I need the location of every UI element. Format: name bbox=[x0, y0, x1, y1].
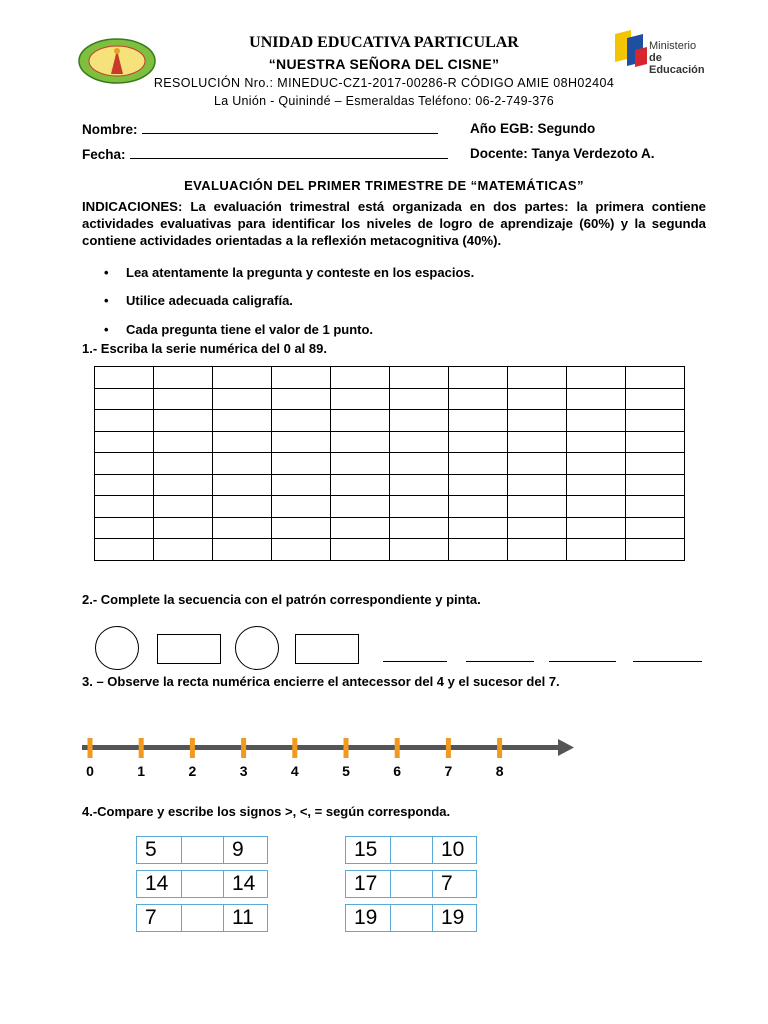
comparison-row bbox=[345, 904, 477, 932]
grid-cell[interactable] bbox=[626, 539, 685, 561]
grid-cell[interactable] bbox=[331, 367, 390, 389]
comparison-row bbox=[136, 870, 268, 898]
bullet-item: • Cada pregunta tiene el valor de 1 punto. bbox=[104, 322, 374, 337]
comparison-number: 5 bbox=[137, 837, 182, 863]
number-line-label: 8 bbox=[495, 763, 504, 779]
number-line-label: 6 bbox=[393, 763, 402, 779]
grid-cell[interactable] bbox=[95, 367, 154, 389]
grid-cell[interactable] bbox=[95, 410, 154, 432]
teacher-value: Tanya Verdezoto A. bbox=[531, 146, 655, 161]
number-line-tick bbox=[88, 738, 93, 758]
pattern-circle bbox=[95, 626, 139, 670]
ministry-text-bold: de Educación bbox=[649, 52, 705, 76]
number-line-tick bbox=[139, 738, 144, 758]
comparison-row bbox=[345, 870, 477, 898]
grid-cell[interactable] bbox=[213, 453, 272, 475]
grid-cell[interactable] bbox=[272, 496, 331, 518]
grid-cell[interactable] bbox=[331, 539, 390, 561]
grid-cell[interactable] bbox=[331, 474, 390, 496]
grid-cell[interactable] bbox=[567, 410, 626, 432]
date-field bbox=[82, 146, 448, 162]
grid-cell[interactable] bbox=[449, 431, 508, 453]
comparison-sign-blank[interactable] bbox=[182, 905, 224, 931]
comparison-sign-blank[interactable] bbox=[182, 837, 224, 863]
number-line-label: 5 bbox=[342, 763, 350, 779]
grid-cell[interactable] bbox=[154, 410, 213, 432]
grid-cell[interactable] bbox=[626, 453, 685, 475]
grid-cell[interactable] bbox=[213, 410, 272, 432]
grid-cell[interactable] bbox=[331, 388, 390, 410]
grid-cell[interactable] bbox=[390, 367, 449, 389]
grid-cell[interactable] bbox=[508, 453, 567, 475]
ministry-logo bbox=[613, 28, 713, 76]
grid-cell[interactable] bbox=[95, 496, 154, 518]
grid-row bbox=[95, 367, 685, 389]
grid-cell[interactable] bbox=[272, 388, 331, 410]
number-line-tick bbox=[190, 738, 195, 758]
grid-cell[interactable] bbox=[331, 410, 390, 432]
grid-cell[interactable] bbox=[626, 431, 685, 453]
comparison-number: 11 bbox=[232, 906, 254, 929]
grid-cell[interactable] bbox=[449, 539, 508, 561]
grade-label: Año EGB: bbox=[470, 121, 534, 136]
grid-cell[interactable] bbox=[95, 517, 154, 539]
comparison-row bbox=[345, 836, 477, 864]
comparison-number: 10 bbox=[441, 838, 465, 861]
resolution-line: RESOLUCIÓN Nro.: MINEDUC-CZ1-2017-00286-R CÓDIGO AMIE 08H02404 bbox=[153, 76, 615, 90]
grid-cell[interactable] bbox=[449, 517, 508, 539]
number-line-label: 1 bbox=[137, 763, 146, 779]
grid-cell[interactable] bbox=[567, 517, 626, 539]
grid-row bbox=[95, 496, 685, 518]
number-line-tick bbox=[241, 738, 246, 758]
address-line: La Unión - Quinindé – Esmeraldas Teléfono: 06-2-749-376 bbox=[213, 94, 555, 108]
comparison-row bbox=[136, 904, 268, 932]
grid-cell[interactable] bbox=[154, 539, 213, 561]
number-line-label: 2 bbox=[188, 763, 197, 779]
pattern-rectangle bbox=[157, 634, 221, 664]
grid-cell[interactable] bbox=[508, 388, 567, 410]
grid-cell[interactable] bbox=[390, 431, 449, 453]
pattern-rectangle bbox=[295, 634, 359, 664]
grid-cell[interactable] bbox=[95, 453, 154, 475]
grid-cell[interactable] bbox=[567, 367, 626, 389]
grid-row bbox=[95, 517, 685, 539]
number-line-label: 0 bbox=[86, 763, 94, 779]
grid-cell[interactable] bbox=[272, 539, 331, 561]
date-blank[interactable] bbox=[130, 146, 448, 159]
grid-cell[interactable] bbox=[626, 388, 685, 410]
grid-cell[interactable] bbox=[390, 410, 449, 432]
grid-row bbox=[95, 388, 685, 410]
grid-cell[interactable] bbox=[154, 431, 213, 453]
comparison-row bbox=[136, 836, 268, 864]
grid-cell[interactable] bbox=[213, 517, 272, 539]
ministry-text: Ministerio bbox=[649, 40, 697, 52]
comparison-number: 19 bbox=[441, 906, 465, 929]
grid-cell[interactable] bbox=[272, 410, 331, 432]
grid-cell[interactable] bbox=[567, 431, 626, 453]
grid-cell[interactable] bbox=[626, 367, 685, 389]
grid-cell[interactable] bbox=[508, 474, 567, 496]
grade-field bbox=[470, 121, 595, 136]
grid-cell[interactable] bbox=[567, 474, 626, 496]
grid-row bbox=[95, 474, 685, 496]
grid-cell[interactable] bbox=[390, 474, 449, 496]
grid-cell[interactable] bbox=[449, 453, 508, 475]
grid-cell[interactable] bbox=[213, 388, 272, 410]
grid-cell[interactable] bbox=[567, 388, 626, 410]
pattern-blank[interactable] bbox=[549, 661, 616, 662]
number-line-label: 3 bbox=[239, 763, 248, 779]
school-name: UNIDAD EDUCATIVA PARTICULAR bbox=[249, 34, 519, 51]
grid-cell[interactable] bbox=[331, 431, 390, 453]
bullet-item: • Utilice adecuada caligrafía. bbox=[104, 293, 293, 308]
grid-cell[interactable] bbox=[331, 517, 390, 539]
name-blank[interactable] bbox=[142, 121, 438, 134]
number-series-grid bbox=[94, 366, 685, 561]
grid-cell[interactable] bbox=[95, 474, 154, 496]
comparison-number: 17 bbox=[346, 871, 391, 897]
grid-cell[interactable] bbox=[272, 517, 331, 539]
comparison-number: 7 bbox=[137, 905, 182, 931]
grid-cell[interactable] bbox=[272, 431, 331, 453]
instructions-text: INDICACIONES: La evaluación trimestral está organizada en dos partes: la primera contiene actividades evaluativas para identificar los niveles de logro de aprendizaje (60%) y la segunda contiene actividades orientadas a la reflexión metacognitiva (40%). bbox=[82, 199, 706, 248]
number-line-tick bbox=[497, 738, 502, 758]
number-line-axis bbox=[82, 745, 562, 750]
comparison-number: 14 bbox=[232, 872, 256, 895]
number-line-tick bbox=[446, 738, 451, 758]
grid-cell[interactable] bbox=[272, 474, 331, 496]
grid-cell[interactable] bbox=[154, 388, 213, 410]
grid-cell[interactable] bbox=[508, 431, 567, 453]
grid-cell[interactable] bbox=[390, 453, 449, 475]
number-line bbox=[78, 734, 578, 780]
grid-row bbox=[95, 431, 685, 453]
grid-row bbox=[95, 410, 685, 432]
question-1: 1.- Escriba la serie numérica del 0 al 89. bbox=[82, 341, 327, 356]
comparison-number: 19 bbox=[346, 905, 391, 931]
grid-cell[interactable] bbox=[449, 367, 508, 389]
grid-cell[interactable] bbox=[95, 388, 154, 410]
teacher-field bbox=[470, 146, 655, 161]
grid-cell[interactable] bbox=[449, 410, 508, 432]
comparison-sign-blank[interactable] bbox=[391, 905, 433, 931]
grid-cell[interactable] bbox=[449, 388, 508, 410]
arrow-icon bbox=[558, 739, 574, 756]
name-label: Nombre: bbox=[82, 122, 138, 137]
number-line-label: 7 bbox=[444, 763, 453, 779]
grid-cell[interactable] bbox=[331, 453, 390, 475]
grid-row bbox=[95, 453, 685, 475]
evaluation-title: EVALUACIÓN DEL PRIMER TRIMESTRE DE “MATEMÁTICAS” bbox=[184, 178, 584, 193]
grid-cell[interactable] bbox=[449, 496, 508, 518]
grid-cell[interactable] bbox=[390, 496, 449, 518]
grid-cell[interactable] bbox=[154, 474, 213, 496]
pattern-circle bbox=[235, 626, 279, 670]
grid-cell[interactable] bbox=[213, 474, 272, 496]
grid-cell[interactable] bbox=[95, 539, 154, 561]
comparison-sign-blank[interactable] bbox=[391, 871, 433, 897]
grid-cell[interactable] bbox=[272, 367, 331, 389]
bullet-item: • Lea atentamente la pregunta y conteste en los espacios. bbox=[104, 265, 475, 280]
grid-cell[interactable] bbox=[390, 539, 449, 561]
grid-cell[interactable] bbox=[154, 367, 213, 389]
comparison-sign-blank[interactable] bbox=[182, 871, 224, 897]
grid-cell[interactable] bbox=[272, 453, 331, 475]
grid-cell[interactable] bbox=[154, 517, 213, 539]
date-label: Fecha: bbox=[82, 147, 126, 162]
grid-cell[interactable] bbox=[95, 431, 154, 453]
grid-cell[interactable] bbox=[213, 431, 272, 453]
grid-row bbox=[95, 539, 685, 561]
comparison-sign-blank[interactable] bbox=[391, 837, 433, 863]
grid-cell[interactable] bbox=[508, 496, 567, 518]
grid-cell[interactable] bbox=[508, 517, 567, 539]
grid-cell[interactable] bbox=[567, 453, 626, 475]
number-line-label: 4 bbox=[290, 763, 299, 779]
grid-cell[interactable] bbox=[626, 517, 685, 539]
grid-cell[interactable] bbox=[213, 367, 272, 389]
grid-cell[interactable] bbox=[154, 453, 213, 475]
grid-cell[interactable] bbox=[626, 410, 685, 432]
grade-value: Segundo bbox=[537, 121, 596, 136]
number-line-tick bbox=[395, 738, 400, 758]
comparison-number: 15 bbox=[346, 837, 391, 863]
comparison-number: 9 bbox=[232, 838, 244, 861]
number-line-tick bbox=[292, 738, 297, 758]
number-line-tick bbox=[344, 738, 349, 758]
grid-cell[interactable] bbox=[567, 539, 626, 561]
grid-cell[interactable] bbox=[390, 517, 449, 539]
grid-cell[interactable] bbox=[626, 474, 685, 496]
question-2: 2.- Complete la secuencia con el patrón correspondiente y pinta. bbox=[82, 592, 481, 607]
grid-cell[interactable] bbox=[508, 367, 567, 389]
question-3: 3. – Observe la recta numérica encierre el antecessor del 4 y el sucesor del 7. bbox=[82, 674, 560, 689]
pattern-blank[interactable] bbox=[466, 661, 534, 662]
grid-cell[interactable] bbox=[390, 388, 449, 410]
teacher-label: Docente: bbox=[470, 146, 528, 161]
school-subtitle: “NUESTRA SEÑORA DEL CISNE” bbox=[268, 56, 500, 72]
grid-cell[interactable] bbox=[213, 496, 272, 518]
grid-cell[interactable] bbox=[626, 496, 685, 518]
comparison-number: 14 bbox=[137, 871, 182, 897]
question-4: 4.-Compare y escribe los signos >, <, = según corresponda. bbox=[82, 804, 451, 819]
pattern-blank[interactable] bbox=[633, 661, 702, 662]
comparison-number: 7 bbox=[441, 872, 453, 895]
grid-cell[interactable] bbox=[508, 410, 567, 432]
grid-cell[interactable] bbox=[508, 539, 567, 561]
grid-cell[interactable] bbox=[154, 496, 213, 518]
name-field bbox=[82, 121, 438, 137]
grid-cell[interactable] bbox=[213, 539, 272, 561]
grid-cell[interactable] bbox=[567, 496, 626, 518]
pattern-blank[interactable] bbox=[383, 661, 447, 662]
grid-cell[interactable] bbox=[449, 474, 508, 496]
grid-cell[interactable] bbox=[331, 496, 390, 518]
